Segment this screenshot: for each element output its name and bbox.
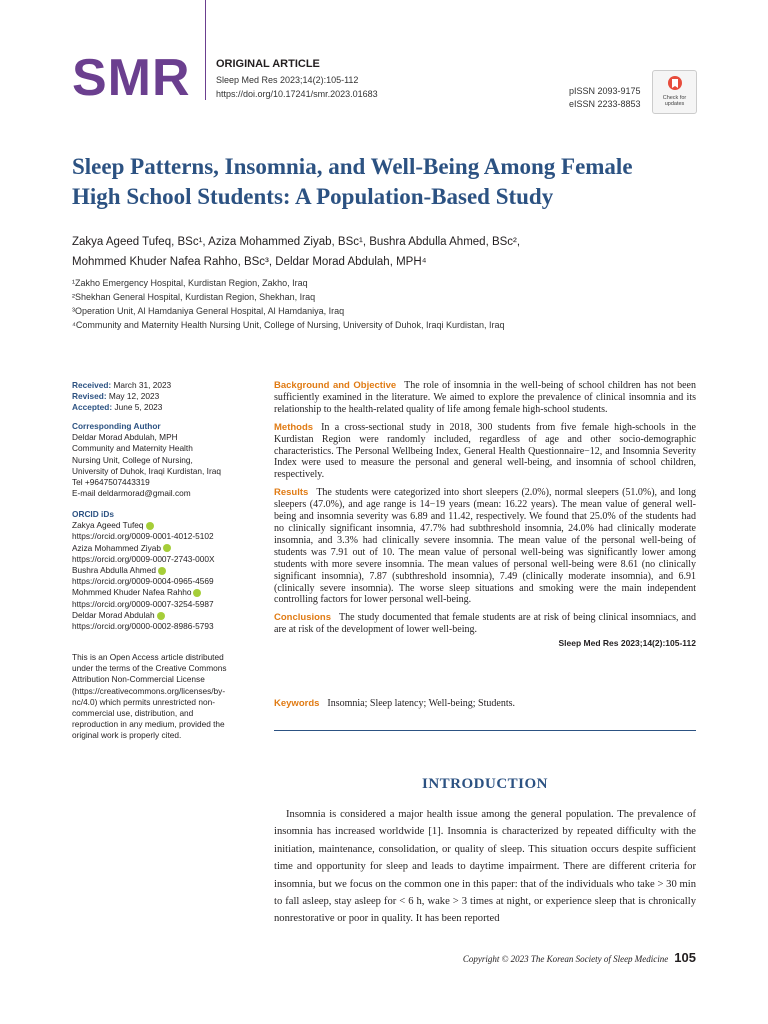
abstract-background: Background and Objective The role of insomnia in the well-being of school children has not been sufficiently examined in the literature. We aimed to explore the prevalence of clinical insomnia and its relationship to the health-related quality of life among female high-school students. [274,380,696,415]
orcid-link[interactable]: https://orcid.org/0000-0002-8986-5793 [72,621,214,632]
article-title: Sleep Patterns, Insomnia, and Well-Being Among Female High School Students: A Population-Based Study [72,154,633,209]
article-dates: Received: March 31, 2023 Revised: May 12, 2023 Accepted: June 5, 2023 [72,380,172,413]
affiliation: ¹Zakho Emergency Hospital, Kurdistan Region, Zakho, Iraq [72,278,308,288]
affiliation: ²Shekhan General Hospital, Kurdistan Region, Shekhan, Iraq [72,292,316,302]
journal-logo: SMR [72,49,191,107]
affiliations [72,276,712,332]
abstract-methods: Methods In a cross-sectional study in 2018, 300 students from five female high-schools in the Kurdistan Region were randomly included, regardless of age and other socio-demographic characteristics. The Personal Wellbeing Index, General Health Questionnaire−12, and Insomnia Severity Index were used to measure the personal and general well-being, and insomnia of school children, respectively. [274,421,696,481]
orcid-link[interactable]: https://orcid.org/0009-0007-3254-5987 [72,598,214,609]
keywords: Keywords Insomnia; Sleep latency; Well-being; Students. [274,698,515,709]
abstract-conclusions: Conclusions The study documented that female students are at risk of being clinical insomniacs, and are at risk of the development of lower well-being. [274,612,696,636]
page-footer: Copyright © 2023 The Korean Society of Sleep Medicine 105 [462,950,696,965]
orcid-link[interactable]: https://orcid.org/0009-0004-0965-4569 [72,576,214,587]
abstract-results: Results The students were categorized into short sleepers (2.0%), normal sleepers (51.0%), and long sleepers (47.0%), and age range is 14−19 years (mean: 16.22 years). The mean value of general well-being and insomnia severity was 6.89 and 11.42, respectively. We found that 25.0% of the students had no clinically significant insomnia, 47.7% had subthreshold insomnia, 24.0% had clinically moderate insomnia, and 3.3% had clinically severe insomnia. The mean value of the personal well-being of students was 7.91 out of 10. The mean value of personal well-being was significantly lower among students with more severe insomnia. The mean values of personal well-being were 8.61 (no clinically significant insomnia), 7.87 (subthreshold insomnia), 7.49 (clinically moderate insomnia), and 6.91 (clinically severe insomnia). The worse sleep situations and smoking were the main independent controlling factors for lower personal well-being. [274,487,696,606]
abstract-citation: Sleep Med Res 2023;14(2):105-112 [558,638,696,649]
check-for-updates-badge[interactable] [652,70,697,114]
affiliation: ⁴Community and Maternity Health Nursing Unit, College of Nursing, University of Duhok, Iraqi Kurdistan, Iraq [72,320,505,330]
introduction-text: Insomnia is considered a major health issue among the general population. The prevalence of insomnia has increased worldwide [1]. Insomnia is characterized by repeated difficulty with the initiation, maintenance, consolidation, or quality of sleep. This situation occurs despite sufficient time and opportunity for sleep and leads to daytime impairment. There are different criteria for insomnia, but we focus on the common one in this paper: that of the individuals who take > 30 min to fall asleep, stay asleep for < 6 h, wake > 3 times at night, or experience sleep that is chronically nonrestorative or poor in quality. It has been reported [274,809,696,925]
orcid-link[interactable]: https://orcid.org/0009-0001-4012-5102 [72,531,214,542]
orcid-icon [163,544,171,552]
affiliation: ³Operation Unit, Al Hamdaniya General Hospital, Al Hamdaniya, Iraq [72,306,345,316]
orcid-icon [157,612,165,620]
article-type: ORIGINAL ARTICLE [216,58,320,70]
eissn: eISSN 2233-8853 [569,99,641,109]
orcid-link[interactable]: https://orcid.org/0009-0007-2743-000X [72,553,215,564]
abstract [274,380,696,650]
orcid-icon [158,567,166,575]
orcid-icon [193,589,201,597]
badge-text: Check for updates [662,95,687,107]
orcid-icon [146,522,154,530]
author-list: Zakya Ageed Tufeq, BSc¹, Aziza Mohammed Ziyab, BSc¹, Bushra Abdulla Ahmed, BSc², Mohmmed Khuder Nafea Rahho, BSc³, Deldar Morad Abdulah, MPH⁴ [72,236,521,268]
pissn: pISSN 2093-9175 [569,86,641,96]
header-divider [205,0,206,100]
doi-link[interactable]: https://doi.org/10.17241/smr.2023.01683 [216,89,378,99]
orcid-section: ORCID iDs Zakya Ageed Tufeq https://orcid.org/0009-0001-4012-5102 Aziza Mohammed Ziyab https://orcid.org/0009-0007-2743-000X Bushra Abdulla Ahmed https://orcid.org/0009-0004-0965-4569 Mohmmed Khuder Nafea Rahho https://orcid.org/0009-0007-3254-5987 Deldar Morad Abdulah https://orcid.org/0000-0002-8986-5793 [72,509,247,632]
page-number: 105 [674,950,696,965]
corresponding-author: Corresponding Author Deldar Morad Abdulah, MPH Community and Maternity Health Nursing Unit, College of Nursing, University of Duhok, Iraqi Kurdistan, Iraq Tel +9647507443319 E-mail deldarmorad@gmail.com [72,421,221,499]
license-notice: This is an Open Access article distributed under the terms of the Creative Commons Attribution Non-Commercial License (https://creativecommons.org/licenses/by-nc/4.0) which permits unrestricted non-commercial use, distribution, and reproduction in any medium, provided the original work is properly cited. [72,652,227,741]
abstract-divider [274,730,696,731]
bookmark-icon [667,75,683,93]
section-heading: INTRODUCTION [421,776,548,792]
journal-reference: Sleep Med Res 2023;14(2):105-112 [216,75,359,85]
